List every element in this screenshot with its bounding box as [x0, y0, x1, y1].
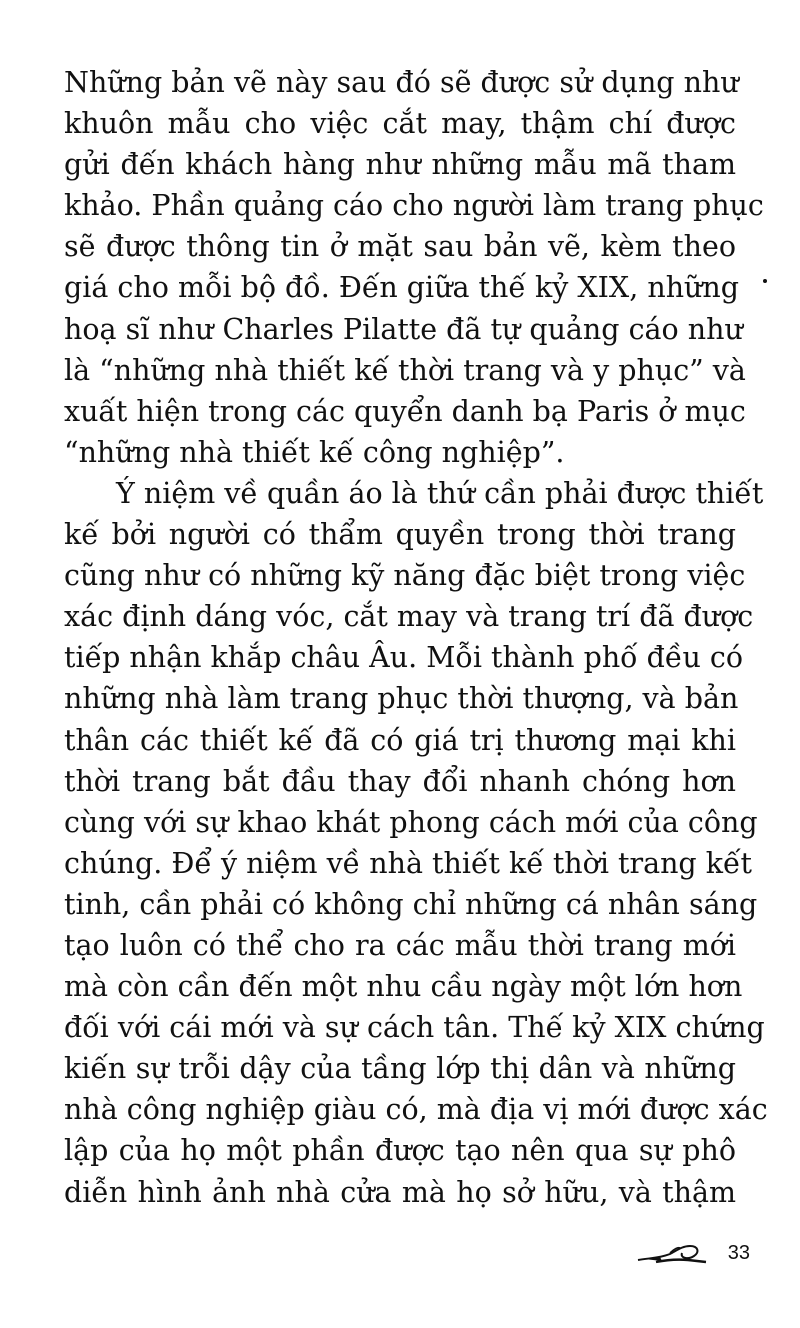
page-folio [636, 1232, 752, 1272]
text-line: đối với cái mới và sự cách tân. Thế kỷ XIX chứng [64, 1011, 765, 1045]
text-line: thân các thiết kế đã có giá trị thương mại khi [64, 723, 736, 757]
text-line: gửi đến khách hàng như những mẫu mã tham [64, 148, 736, 182]
text-line: sẽ được thông tin ở mặt sau bản vẽ, kèm theo [64, 230, 736, 264]
paragraph-2 [64, 473, 768, 1213]
text-line: kế bởi người có thẩm quyền trong thời trang [64, 518, 736, 552]
calligraphic-swash-icon [636, 1238, 716, 1268]
ink-speck [763, 279, 767, 283]
text-line: hoạ sĩ như Charles Pilatte đã tự quảng cáo như [64, 312, 743, 346]
page-body [64, 62, 768, 1213]
text-line: chúng. Để ý niệm về nhà thiết kế thời trang kết [64, 846, 752, 880]
text-line: lập của họ một phần được tạo nên qua sự phô [64, 1134, 736, 1168]
text-line: tạo luôn có thể cho ra các mẫu thời trang mới [64, 928, 736, 962]
text-line: nhà công nghiệp giàu có, mà địa vị mới được xác [64, 1093, 768, 1127]
text-line: khuôn mẫu cho việc cắt may, thậm chí được [64, 107, 736, 141]
text-line: xác định dáng vóc, cắt may và trang trí đã được [64, 600, 754, 634]
text-line: tinh, cần phải có không chỉ những cá nhân sáng [64, 887, 758, 921]
text-line: thời trang bắt đầu thay đổi nhanh chóng hơn [64, 764, 736, 798]
text-line: những nhà làm trang phục thời thượng, và bản [64, 682, 739, 716]
text-line: mà còn cần đến một nhu cầu ngày một lớn hơn [64, 970, 743, 1004]
text-line: kiến sự trỗi dậy của tầng lớp thị dân và những [64, 1052, 736, 1086]
paragraph-1 [64, 62, 764, 473]
text-line: xuất hiện trong các quyển danh bạ Paris ở mục [64, 394, 746, 428]
text-line: tiếp nhận khắp châu Âu. Mỗi thành phố đều có [64, 641, 743, 675]
text-line: Những bản vẽ này sau đó sẽ được sử dụng như [64, 66, 739, 99]
text-line: cùng với sự khao khát phong cách mới của công [64, 805, 758, 839]
text-line: “những nhà thiết kế công nghiệp”. [64, 435, 565, 469]
text-line: giá cho mỗi bộ đồ. Đến giữa thế kỷ XIX, những [64, 271, 740, 305]
text-line: khảo. Phần quảng cáo cho người làm trang phục [64, 189, 764, 223]
text-line: cũng như có những kỹ năng đặc biệt trong việc [64, 559, 746, 593]
text-line: Ý niệm về quần áo là thứ cần phải được thiết [116, 476, 764, 510]
page-number: 33 [727, 1242, 750, 1264]
text-line: là “những nhà thiết kế thời trang và y phục” và [64, 353, 746, 387]
text-line: diễn hình ảnh nhà cửa mà họ sở hữu, và thậm [64, 1175, 736, 1209]
